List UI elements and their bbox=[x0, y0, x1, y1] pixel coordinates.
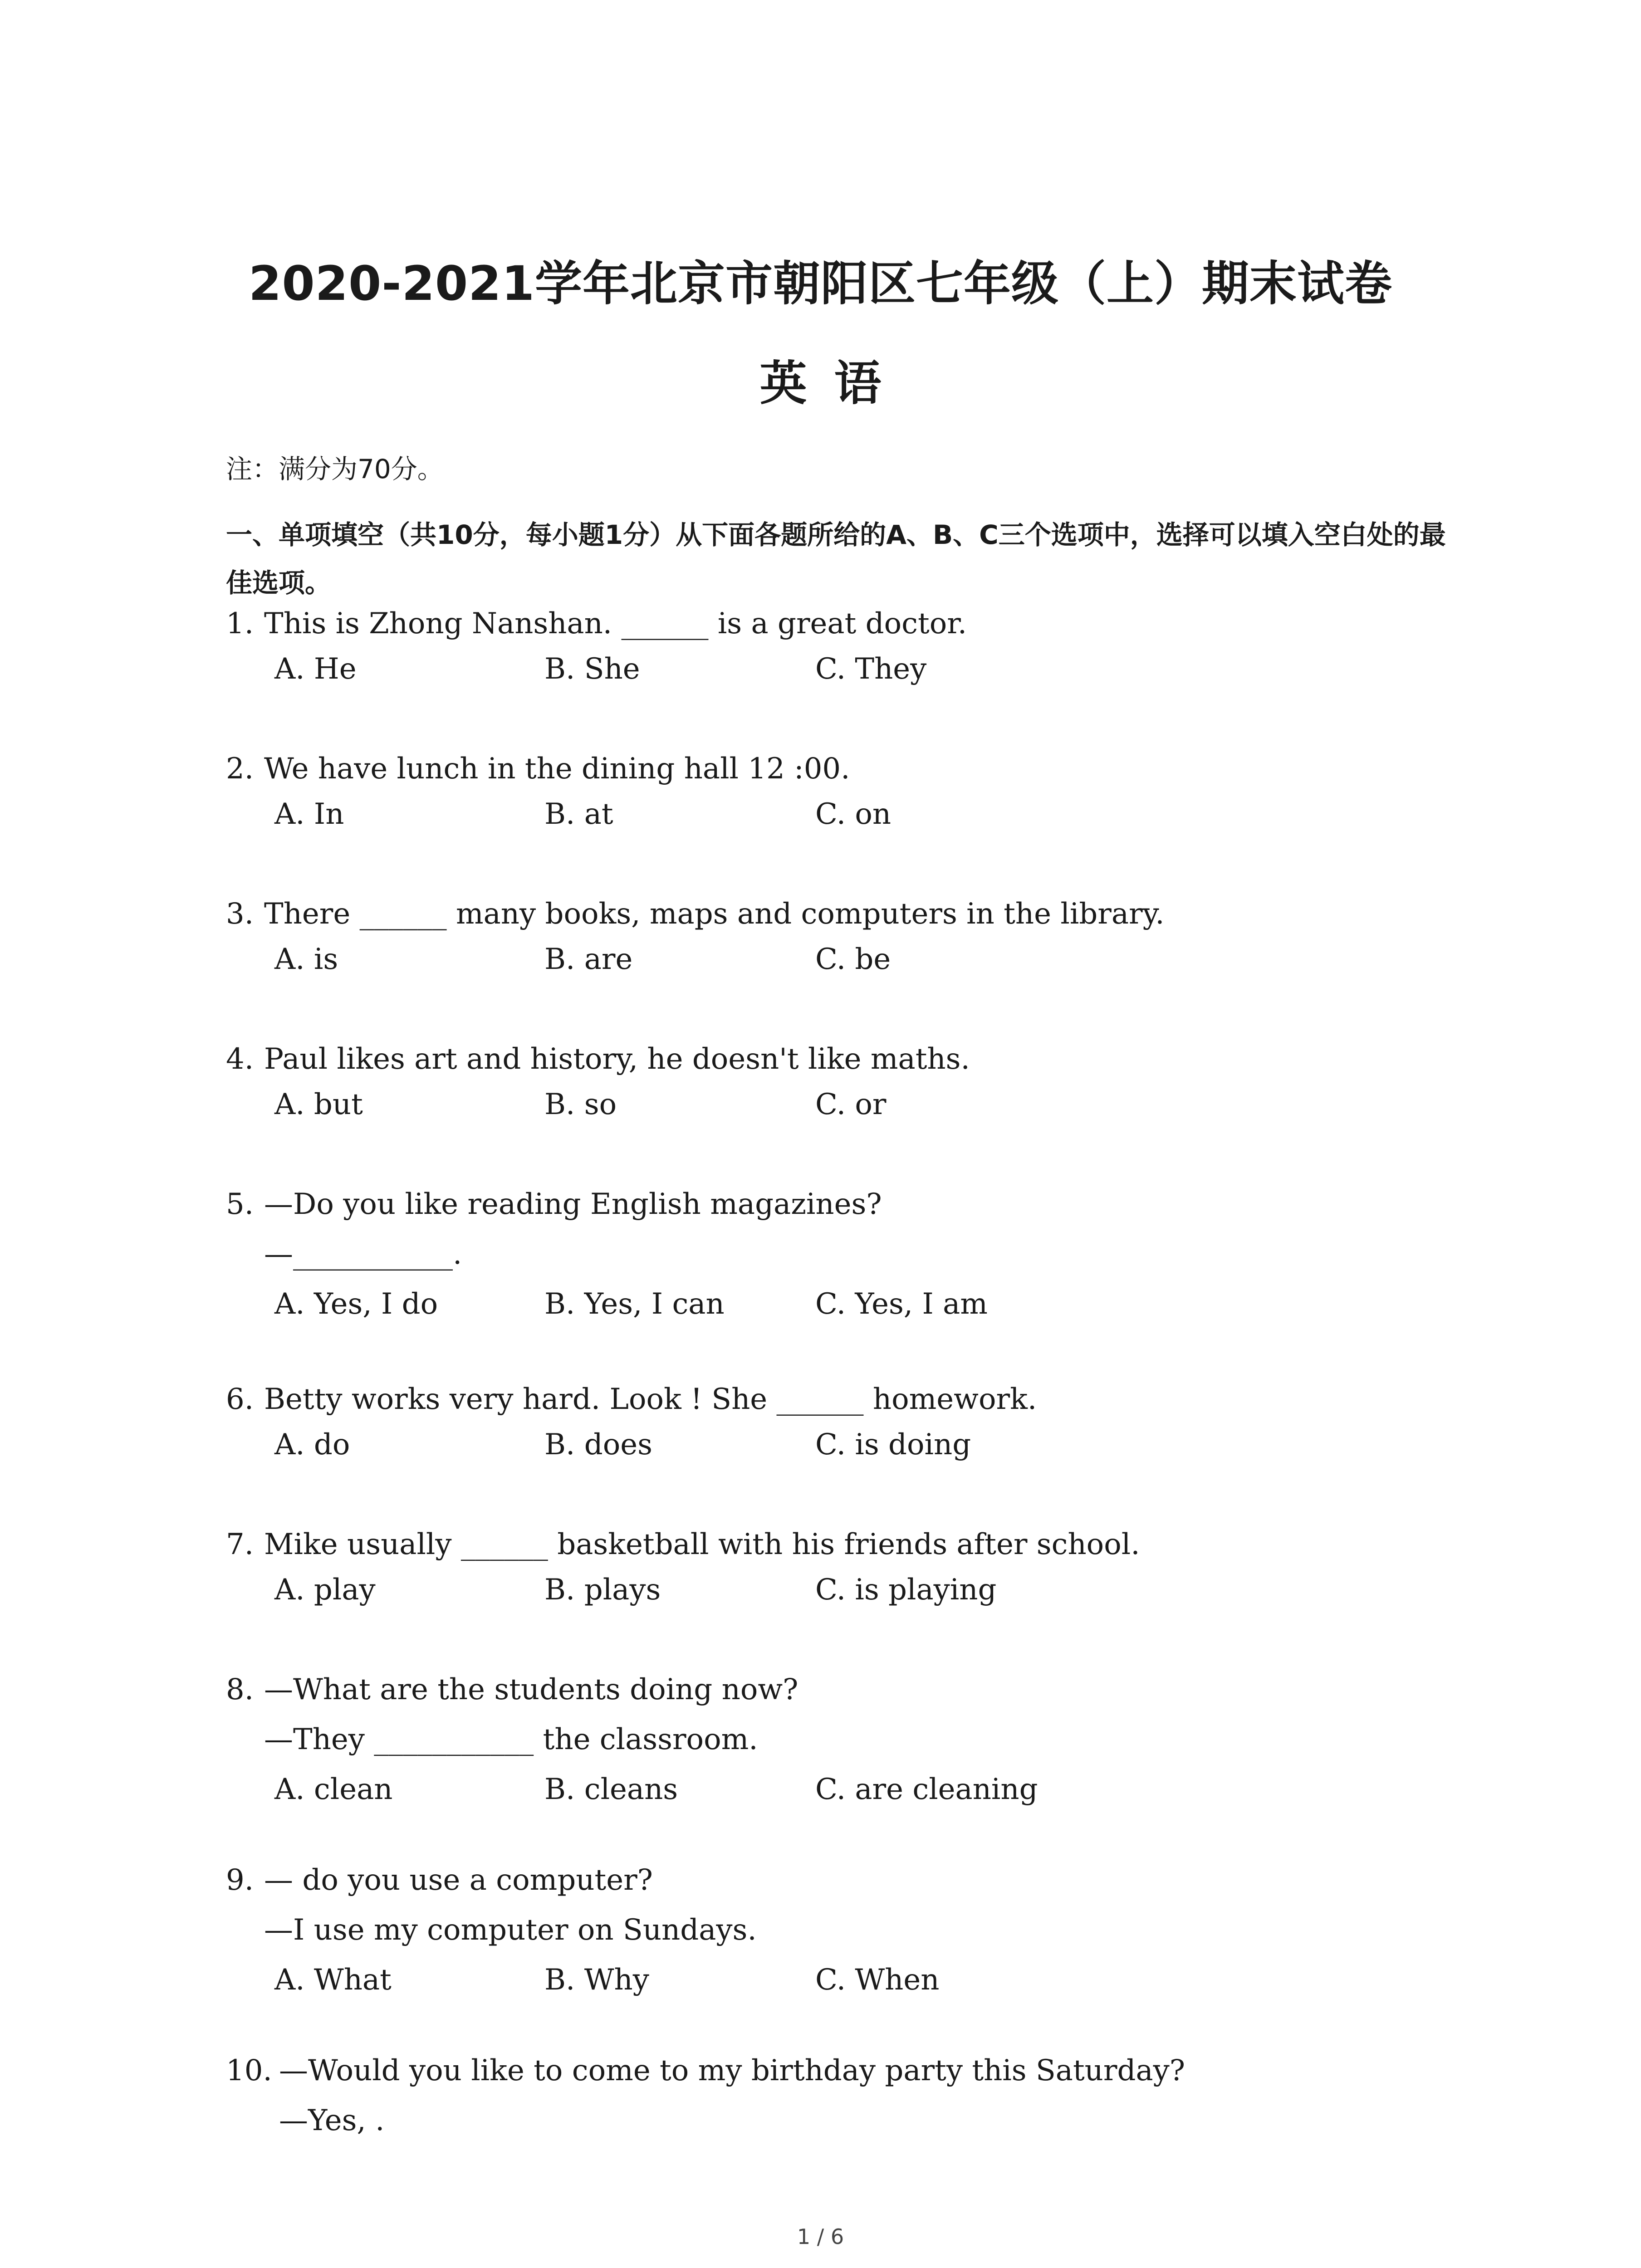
option-c: C. is playing bbox=[815, 1573, 997, 1607]
question-response-line: —___________. bbox=[264, 1237, 462, 1271]
subject-title: 英语 bbox=[759, 356, 909, 411]
option-a: A. What bbox=[274, 1963, 392, 1997]
question-number: 3. bbox=[226, 897, 254, 931]
option-a: A. Yes, I do bbox=[274, 1287, 438, 1321]
question-stem: —Would you like to come to my birthday party this Saturday? bbox=[279, 2054, 1185, 2087]
question-stem: Betty works very hard. Look ! She ______ homework. bbox=[264, 1383, 1037, 1416]
question-number: 1. bbox=[226, 607, 254, 640]
option-c: C. on bbox=[815, 797, 892, 831]
question-stem: —What are the students doing now? bbox=[264, 1673, 798, 1706]
question-number: 10. bbox=[226, 2054, 272, 2087]
option-a: A. In bbox=[274, 797, 344, 831]
question-stem: — do you use a computer? bbox=[264, 1863, 653, 1897]
question-number: 5. bbox=[226, 1188, 254, 1221]
option-c: C. be bbox=[815, 943, 891, 976]
option-b: B. Yes, I can bbox=[544, 1287, 725, 1321]
option-b: B. does bbox=[544, 1428, 652, 1461]
option-b: B. at bbox=[544, 797, 613, 831]
option-a: A. but bbox=[274, 1088, 363, 1121]
question-stem: This is Zhong Nanshan. ______ is a great doctor. bbox=[264, 607, 967, 640]
option-c: C. Yes, I am bbox=[815, 1287, 988, 1321]
option-b: B. are bbox=[544, 943, 633, 976]
page-number: 1 / 6 bbox=[797, 2224, 844, 2249]
exam-title: 2020-2021学年北京市朝阳区七年级（上）期末试卷 bbox=[248, 256, 1393, 311]
question-response-line: —They ___________ the classroom. bbox=[264, 1723, 758, 1756]
option-b: B. plays bbox=[544, 1573, 661, 1607]
question-number: 4. bbox=[226, 1042, 254, 1076]
option-c: C. are cleaning bbox=[815, 1773, 1038, 1806]
option-c: C. or bbox=[815, 1088, 887, 1121]
question-stem: Mike usually ______ basketball with his friends after school. bbox=[264, 1528, 1140, 1561]
question-number: 6. bbox=[226, 1383, 254, 1416]
option-a: A. is bbox=[274, 943, 338, 976]
option-b: B. She bbox=[544, 652, 640, 686]
question-number: 9. bbox=[226, 1863, 254, 1897]
option-a: A. clean bbox=[274, 1773, 393, 1806]
section-heading: 一、单项填空（共10分，每小题1分）从下面各题所给的A、B、C三个选项中，选择可以填入空白处的最佳选项。 bbox=[226, 519, 1446, 598]
question-stem: There ______ many books, maps and computers in the library. bbox=[264, 897, 1165, 931]
option-c: C. is doing bbox=[815, 1428, 971, 1461]
option-c: C. When bbox=[815, 1963, 940, 1997]
score-note: 注：满分为70分。 bbox=[226, 454, 444, 484]
option-a: A. play bbox=[274, 1573, 376, 1607]
question-stem: Paul likes art and history, he doesn't like maths. bbox=[264, 1042, 970, 1076]
option-c: C. They bbox=[815, 652, 927, 686]
question-stem: We have lunch in the dining hall 12 :00. bbox=[264, 752, 850, 786]
question-stem: —Do you like reading English magazines? bbox=[264, 1188, 882, 1221]
option-b: B. cleans bbox=[544, 1773, 678, 1806]
question-number: 2. bbox=[226, 752, 254, 786]
question-number: 7. bbox=[226, 1528, 254, 1561]
option-b: B. Why bbox=[544, 1963, 649, 1997]
question-response-line: —I use my computer on Sundays. bbox=[264, 1913, 757, 1947]
option-b: B. so bbox=[544, 1088, 617, 1121]
option-a: A. do bbox=[274, 1428, 350, 1461]
option-a: A. He bbox=[274, 652, 357, 686]
question-response-line: —Yes, . bbox=[279, 2104, 385, 2137]
question-number: 8. bbox=[226, 1673, 254, 1706]
